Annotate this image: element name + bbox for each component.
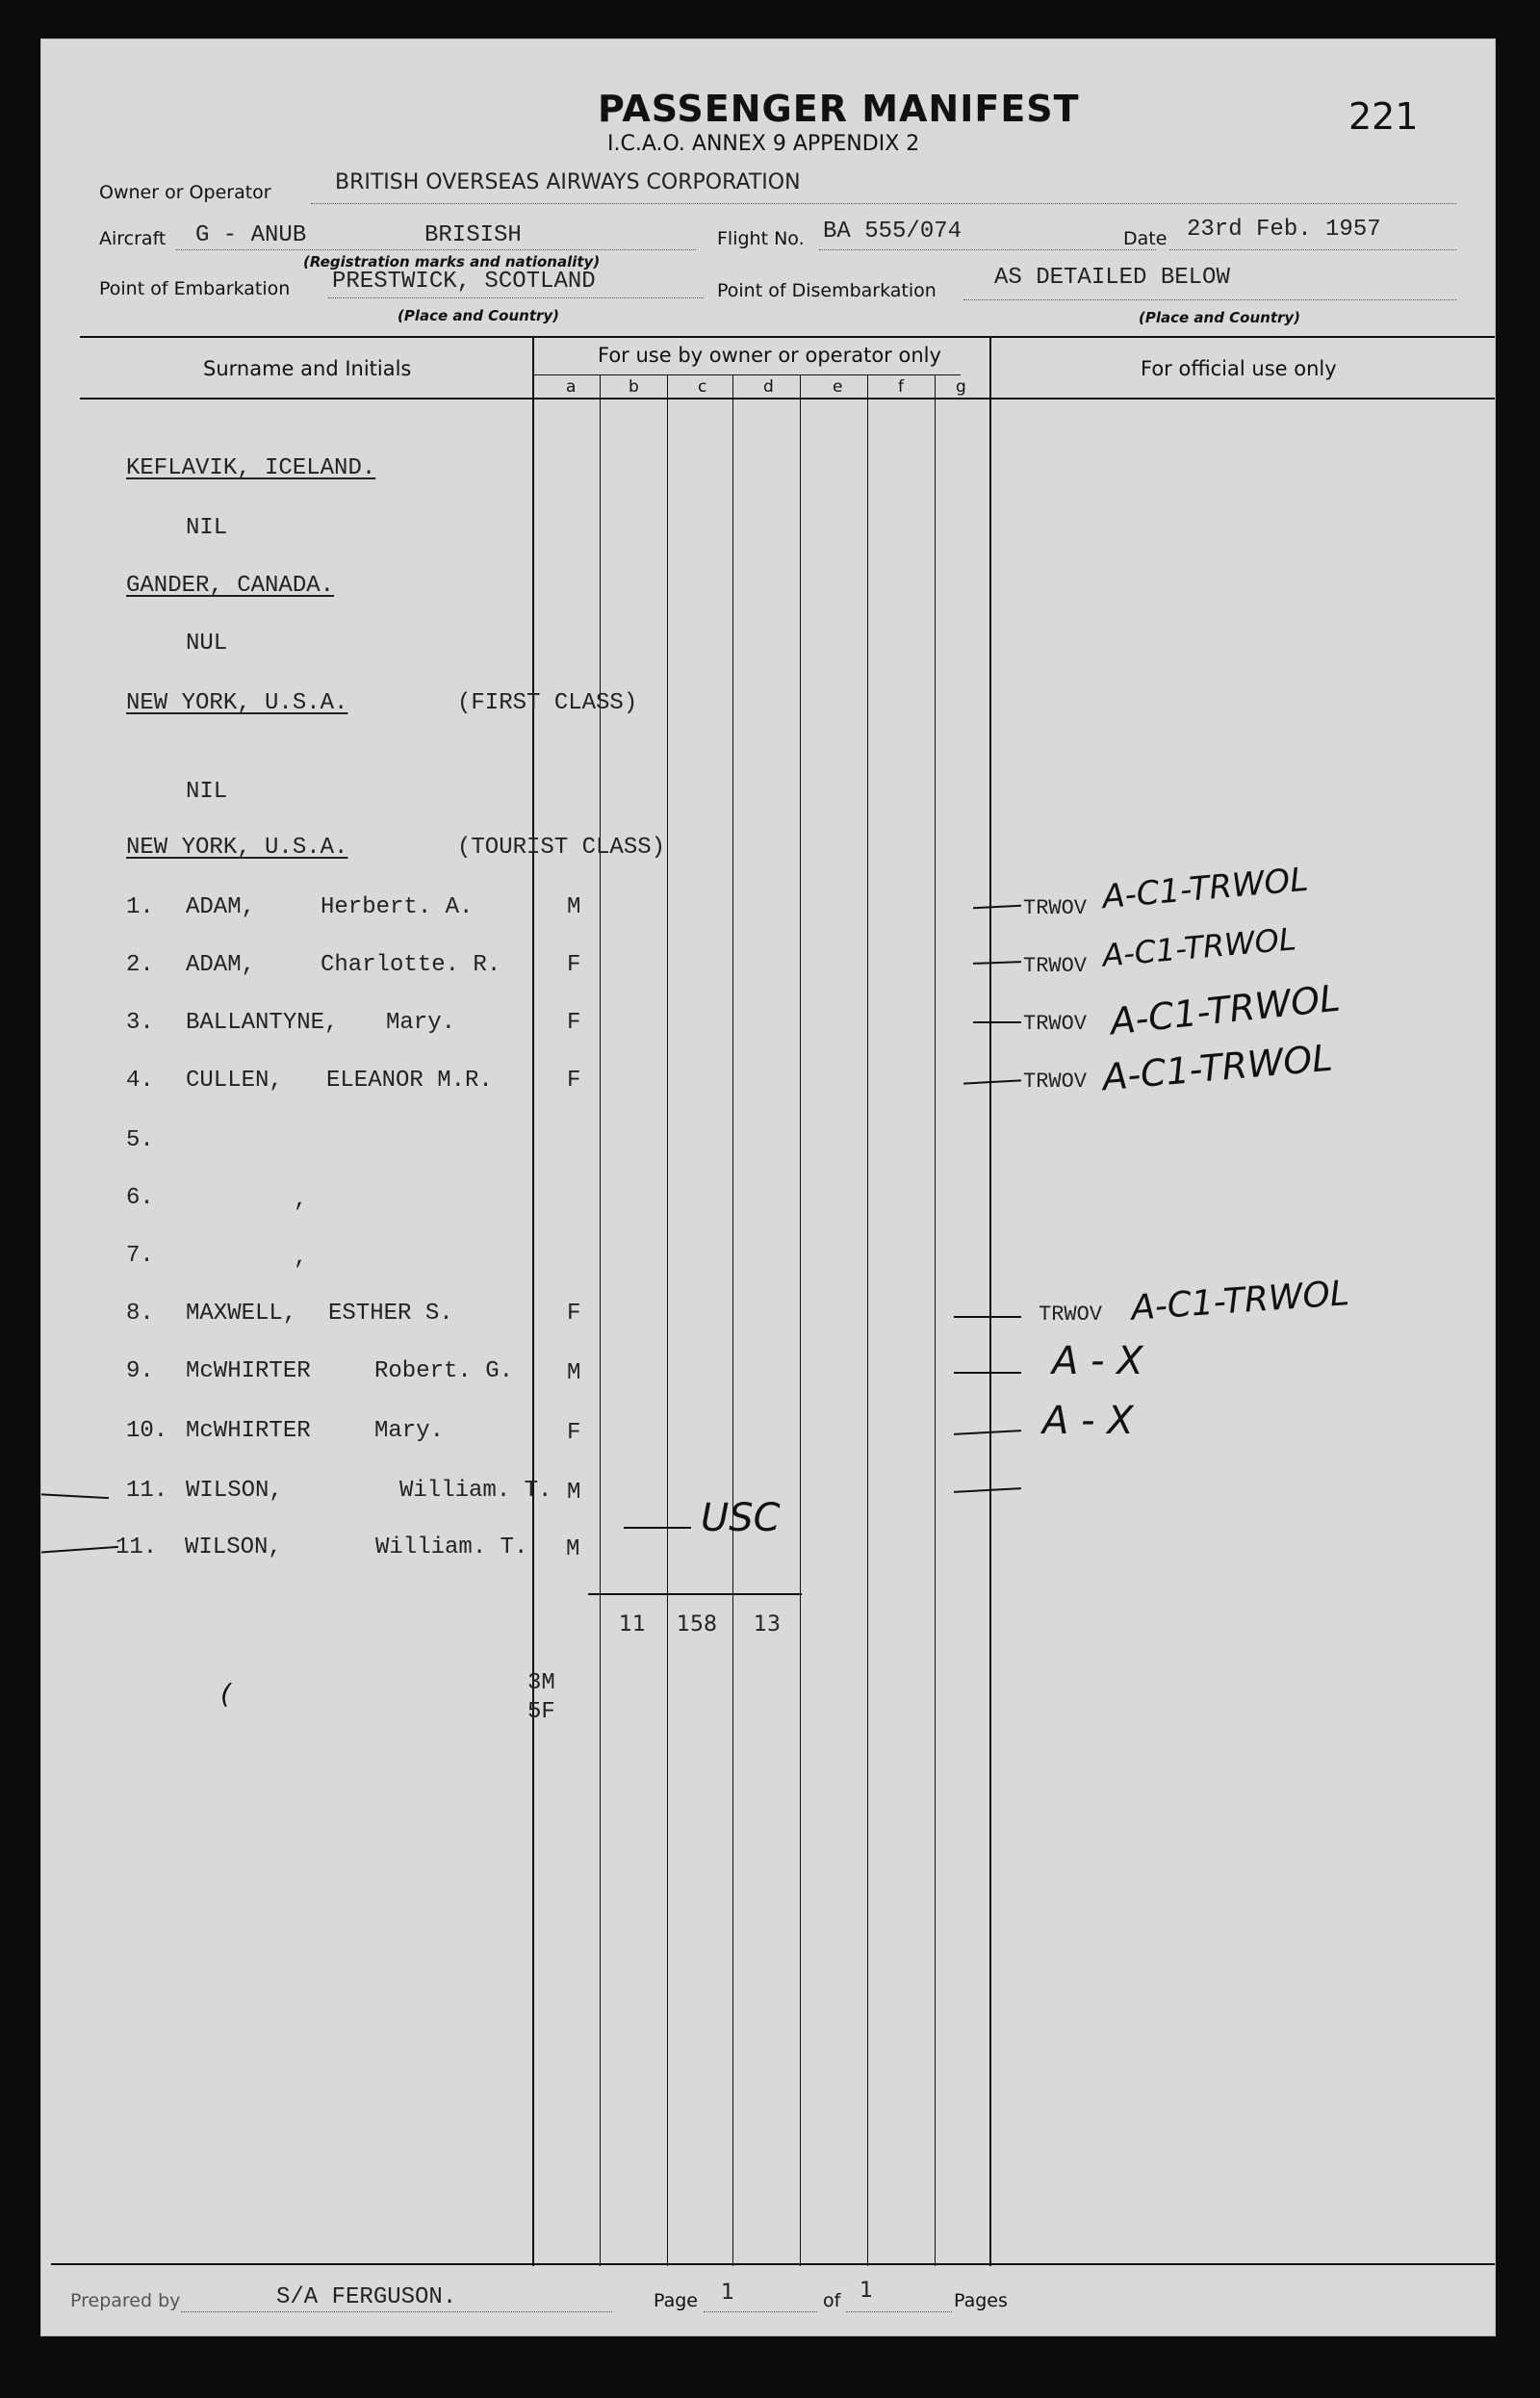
aircraft-label: Aircraft bbox=[99, 228, 167, 249]
column-c-header: c bbox=[698, 377, 707, 397]
of-label: of bbox=[823, 2290, 841, 2311]
aircraft-nationality: BRISISH bbox=[424, 222, 522, 248]
column-f-header: f bbox=[898, 377, 904, 397]
official-use-header: For official use only bbox=[1141, 357, 1337, 380]
flight-label: Flight No. bbox=[717, 228, 805, 249]
passenger-sex: F bbox=[567, 952, 581, 978]
column-e-header: e bbox=[833, 377, 843, 397]
page-value: 1 bbox=[721, 2281, 734, 2305]
column-g-header: g bbox=[956, 377, 966, 397]
passenger-given-names: William. T. bbox=[399, 1478, 552, 1504]
column-b-header: b bbox=[629, 377, 639, 397]
disembarkation-note: (Place and Country) bbox=[1139, 309, 1301, 326]
handwritten-annotation: A-C1-TRWOL bbox=[1100, 1036, 1335, 1099]
passenger-surname: WILSON, bbox=[186, 1478, 283, 1504]
passenger-number: 3. bbox=[126, 1010, 154, 1036]
surname-column-header: Surname and Initials bbox=[203, 357, 412, 380]
prepared-by-label: Prepared by bbox=[70, 2290, 181, 2311]
passenger-sex: M bbox=[567, 1480, 581, 1506]
disembarkation-value: AS DETAILED BELOW bbox=[994, 265, 1230, 291]
official-stamp: TRWOV bbox=[1023, 1070, 1088, 1094]
section-note-keflavik: NIL bbox=[186, 515, 228, 541]
passenger-surname: ADAM, bbox=[186, 952, 256, 978]
passenger-given-names: William. T. bbox=[375, 1534, 528, 1560]
passenger-sex: F bbox=[567, 1420, 581, 1446]
document-subtitle: I.C.A.O. ANNEX 9 APPENDIX 2 bbox=[607, 132, 920, 156]
passenger-surname: BALLANTYNE, bbox=[186, 1010, 339, 1036]
passenger-sex: F bbox=[567, 1068, 581, 1094]
passenger-surname: WILSON, bbox=[185, 1534, 282, 1560]
registration-note: (Registration marks and nationality) bbox=[303, 253, 601, 271]
passenger-number: 11. bbox=[126, 1478, 168, 1504]
column-a-header: a bbox=[566, 377, 577, 397]
official-stamp: TRWOV bbox=[1023, 1012, 1088, 1036]
handwritten-annotation: A-C1-TRWOL bbox=[1129, 1274, 1351, 1328]
passenger-given-names: Herbert. A. bbox=[321, 894, 474, 920]
total-column-b: 11 bbox=[619, 1612, 646, 1637]
passenger-surname: , bbox=[294, 1245, 308, 1271]
official-stamp: TRWOV bbox=[1023, 896, 1088, 920]
page-label: Page bbox=[654, 2290, 698, 2311]
passenger-sex: M bbox=[567, 894, 581, 920]
passenger-surname: ADAM, bbox=[186, 894, 256, 920]
stray-mark: ( bbox=[220, 1678, 231, 1710]
manifest-sheet bbox=[40, 39, 1496, 2336]
handwritten-annotation: A-C1-TRWOL bbox=[1100, 920, 1298, 974]
handwritten-annotation: A - X bbox=[1042, 1399, 1134, 1443]
total-males: 3M bbox=[527, 1670, 555, 1696]
passenger-sex: F bbox=[567, 1301, 581, 1327]
passenger-number: 10. bbox=[126, 1418, 168, 1444]
owner-label: Owner or Operator bbox=[99, 182, 271, 203]
passenger-number: 11. bbox=[116, 1534, 158, 1560]
embarkation-label: Point of Embarkation bbox=[99, 278, 291, 299]
flight-number: BA 555/074 bbox=[823, 219, 962, 245]
section-heading-keflavik: KEFLAVIK, ICELAND. bbox=[126, 455, 376, 481]
passenger-surname: McWHIRTER bbox=[186, 1358, 311, 1384]
passenger-surname: CULLEN, bbox=[186, 1068, 283, 1094]
handwritten-annotation: A - X bbox=[1052, 1339, 1143, 1383]
passenger-number: 1. bbox=[126, 894, 154, 920]
passenger-number: 8. bbox=[126, 1301, 154, 1327]
section-heading-newyork-first: NEW YORK, U.S.A. bbox=[126, 690, 348, 716]
total-column-c: 158 bbox=[677, 1612, 717, 1637]
passenger-surname: McWHIRTER bbox=[186, 1418, 311, 1444]
handwritten-annotation: USC bbox=[701, 1496, 781, 1540]
column-d-header: d bbox=[763, 377, 774, 397]
passenger-surname: , bbox=[294, 1187, 308, 1213]
section-note-gander: NUL bbox=[186, 631, 228, 657]
passenger-number: 2. bbox=[126, 952, 154, 978]
prepared-by-value: S/A FERGUSON. bbox=[276, 2284, 457, 2310]
passenger-number: 4. bbox=[126, 1068, 154, 1094]
section-note-newyork-first: NIL bbox=[186, 779, 228, 805]
embarkation-value: PRESTWICK, SCOTLAND bbox=[332, 269, 596, 295]
embarkation-note: (Place and Country) bbox=[398, 307, 560, 324]
passenger-sex: M bbox=[567, 1360, 581, 1386]
handwritten-annotation: A-C1-TRWOL bbox=[1108, 976, 1343, 1044]
passenger-given-names: ESTHER S. bbox=[328, 1301, 453, 1327]
passenger-given-names: Robert. G. bbox=[374, 1358, 514, 1384]
passenger-surname: MAXWELL, bbox=[186, 1301, 297, 1327]
section-heading-newyork-tourist: NEW YORK, U.S.A. bbox=[126, 835, 348, 861]
passenger-given-names: ELEANOR M.R. bbox=[326, 1068, 493, 1094]
passenger-sex: F bbox=[567, 1010, 581, 1036]
passenger-given-names: Mary. bbox=[386, 1010, 456, 1036]
flight-date: 23rd Feb. 1957 bbox=[1187, 217, 1381, 243]
handwritten-annotation: A-C1-TRWOL bbox=[1100, 860, 1310, 917]
section-class-first: (FIRST CLASS) bbox=[457, 690, 638, 716]
disembarkation-label: Point of Disembarkation bbox=[717, 280, 937, 301]
of-value: 1 bbox=[860, 2279, 873, 2303]
passenger-number: 5. bbox=[126, 1127, 154, 1153]
owner-value: BRITISH OVERSEAS AIRWAYS CORPORATION bbox=[335, 170, 801, 194]
total-column-d: 13 bbox=[754, 1612, 781, 1637]
total-females: 5F bbox=[527, 1699, 555, 1725]
owner-use-header: For use by owner or operator only bbox=[598, 344, 941, 367]
passenger-given-names: Mary. bbox=[374, 1418, 445, 1444]
passenger-sex: M bbox=[566, 1536, 580, 1562]
aircraft-registration: G - ANUB bbox=[195, 222, 307, 248]
section-heading-gander: GANDER, CANADA. bbox=[126, 573, 335, 599]
passenger-given-names: Charlotte. R. bbox=[321, 952, 501, 978]
pages-label: Pages bbox=[954, 2290, 1008, 2311]
official-stamp: TRWOV bbox=[1039, 1302, 1103, 1327]
passenger-number: 9. bbox=[126, 1358, 154, 1384]
section-class-tourist: (TOURIST CLASS) bbox=[457, 835, 666, 861]
passenger-number: 6. bbox=[126, 1185, 154, 1211]
date-label: Date bbox=[1123, 228, 1168, 249]
passenger-number: 7. bbox=[126, 1243, 154, 1269]
official-stamp: TRWOV bbox=[1023, 954, 1088, 978]
page-number: 221 bbox=[1348, 95, 1419, 138]
document-title: PASSENGER MANIFEST bbox=[598, 88, 1080, 130]
